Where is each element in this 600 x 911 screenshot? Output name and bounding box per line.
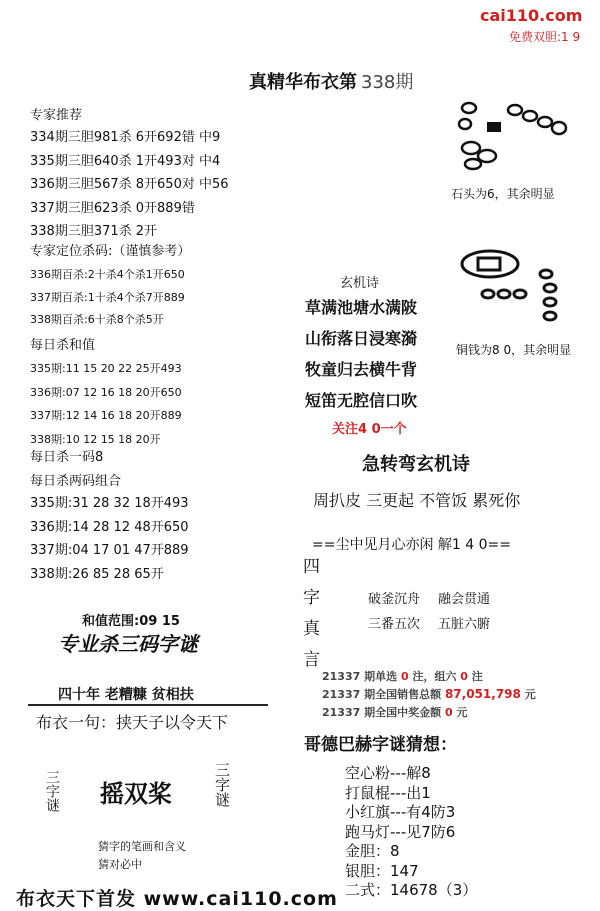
hint-1: 猜字的笔画和含义 bbox=[98, 840, 186, 853]
list-item: 二式：14678（3） bbox=[345, 881, 478, 899]
list-item: 打鼠棍---出1 bbox=[345, 783, 431, 802]
idiom-row bbox=[368, 588, 490, 607]
idiom: 五脏六腑 bbox=[438, 617, 491, 632]
list-item: 338期:10 12 15 18 20开 bbox=[30, 432, 161, 446]
char: 字 bbox=[303, 588, 320, 608]
position-list bbox=[30, 264, 185, 332]
expert-list bbox=[30, 126, 229, 244]
riddle-word: 摇双桨 bbox=[100, 779, 172, 808]
stone-caption: 石头为6，其余明显 bbox=[451, 187, 555, 201]
list-item: 336期三胆567杀 8开650对 中56 bbox=[30, 177, 229, 192]
list-item: 338期:26 85 28 65开 bbox=[30, 566, 164, 582]
divider bbox=[28, 704, 268, 706]
char: 言 bbox=[303, 650, 320, 670]
list-item: 338期百杀:6十杀8个杀5开 bbox=[30, 313, 164, 326]
two-code-list bbox=[30, 492, 189, 586]
coin-caption: 铜钱为8 0，其余明显 bbox=[456, 343, 572, 357]
turn-line: 周扒皮 三更起 不管饭 累死你 bbox=[313, 491, 521, 510]
follow-note: 关注4 0一个 bbox=[332, 422, 407, 437]
issue-number: 338期 bbox=[361, 72, 414, 93]
poem-line: 短笛无腔信口吹 bbox=[305, 391, 418, 410]
idiom: 破釜沉舟 bbox=[368, 592, 421, 607]
site-logo: cai110.com bbox=[480, 6, 583, 25]
four-char-column bbox=[303, 552, 320, 676]
expert-heading: 专家推荐 bbox=[30, 108, 83, 123]
hint-2: 猜对必中 bbox=[98, 858, 142, 871]
sum-range: 和值范围:09 15 bbox=[82, 614, 180, 629]
list-item: 334期三胆981杀 6开692错 中9 bbox=[30, 130, 221, 145]
footer-link[interactable]: 布衣天下首发 www.cai110.com bbox=[16, 888, 338, 910]
poem-line: 山衔落日浸寒漪 bbox=[305, 329, 418, 348]
list-item: 空心粉---解8 bbox=[345, 764, 431, 782]
poem-heading: 玄机诗 bbox=[340, 276, 380, 291]
char: 四 bbox=[303, 557, 320, 577]
guess-list bbox=[345, 764, 477, 901]
stat-row: 21337 期单选 0 注，组六 0 注 bbox=[322, 670, 483, 683]
buyi-line: 布衣一句：挟天子以令天下 bbox=[36, 713, 229, 732]
riddle-vertical-right: 三字谜 bbox=[213, 762, 231, 807]
page-title: 真精华布衣第 338期 bbox=[249, 72, 414, 93]
poem-line: 牧童归去横牛背 bbox=[305, 360, 418, 379]
list-item: 337期三胆623杀 0开889错 bbox=[30, 200, 195, 216]
list-item: 336期:07 12 16 18 20开650 bbox=[30, 385, 182, 399]
sum-heading: 每日杀和值 bbox=[30, 338, 96, 353]
poem bbox=[305, 292, 417, 416]
sum-list bbox=[30, 357, 182, 451]
free-tip: 免费双胆:1 9 bbox=[509, 30, 581, 44]
idiom: 融会贯通 bbox=[438, 592, 491, 607]
proverb: 四十年 老糟糠 贫相扶 bbox=[58, 687, 194, 703]
dust-line: ==尘中见月心亦闲 解1 4 0== bbox=[312, 537, 511, 553]
list-item: 银胆：147 bbox=[345, 861, 419, 880]
stat-row: 21337 期全国中奖金额 0 元 bbox=[322, 706, 468, 719]
list-item: 337期百杀:1十杀4个杀7开889 bbox=[30, 290, 185, 304]
two-code-heading: 每日杀两码组合 bbox=[30, 474, 122, 489]
idiom-row bbox=[368, 613, 490, 632]
riddle-vertical-left: 三字谜 bbox=[44, 770, 60, 812]
list-item: 335期:11 15 20 22 25开493 bbox=[30, 362, 182, 375]
list-item: 金胆：8 bbox=[345, 842, 400, 860]
riddle-title: 专业杀三码字谜 bbox=[58, 632, 198, 656]
list-item: 336期百杀:2十杀4个杀1开650 bbox=[30, 268, 185, 281]
stat-row: 21337 期全国销售总额 87,051,798 元 bbox=[322, 687, 536, 701]
list-item: 337期:04 17 01 47开889 bbox=[30, 543, 189, 558]
char: 真 bbox=[303, 619, 320, 639]
goethe-heading: 哥德巴赫字谜猜想： bbox=[304, 735, 457, 755]
list-item: 335期三胆640杀 1开493对 中4 bbox=[30, 153, 221, 169]
list-item: 338期三胆371杀 2开 bbox=[30, 224, 158, 239]
list-item: 跑马灯---见7防6 bbox=[345, 822, 456, 841]
daily-one: 每日杀一码8 bbox=[30, 450, 104, 465]
list-item: 337期:12 14 16 18 20开889 bbox=[30, 409, 182, 422]
stones-image bbox=[455, 96, 575, 176]
poem-line: 草满池塘水满陂 bbox=[305, 298, 418, 317]
list-item: 336期:14 28 12 48开650 bbox=[30, 519, 189, 535]
position-heading: 专家定位杀码:（谨慎参考） bbox=[30, 244, 191, 259]
list-item: 335期:31 28 32 18开493 bbox=[30, 496, 189, 511]
idiom: 三番五次 bbox=[368, 617, 421, 632]
list-item: 小红旗---有4防3 bbox=[345, 803, 456, 821]
turn-title: 急转弯玄机诗 bbox=[362, 454, 470, 475]
coins-image bbox=[458, 246, 568, 326]
